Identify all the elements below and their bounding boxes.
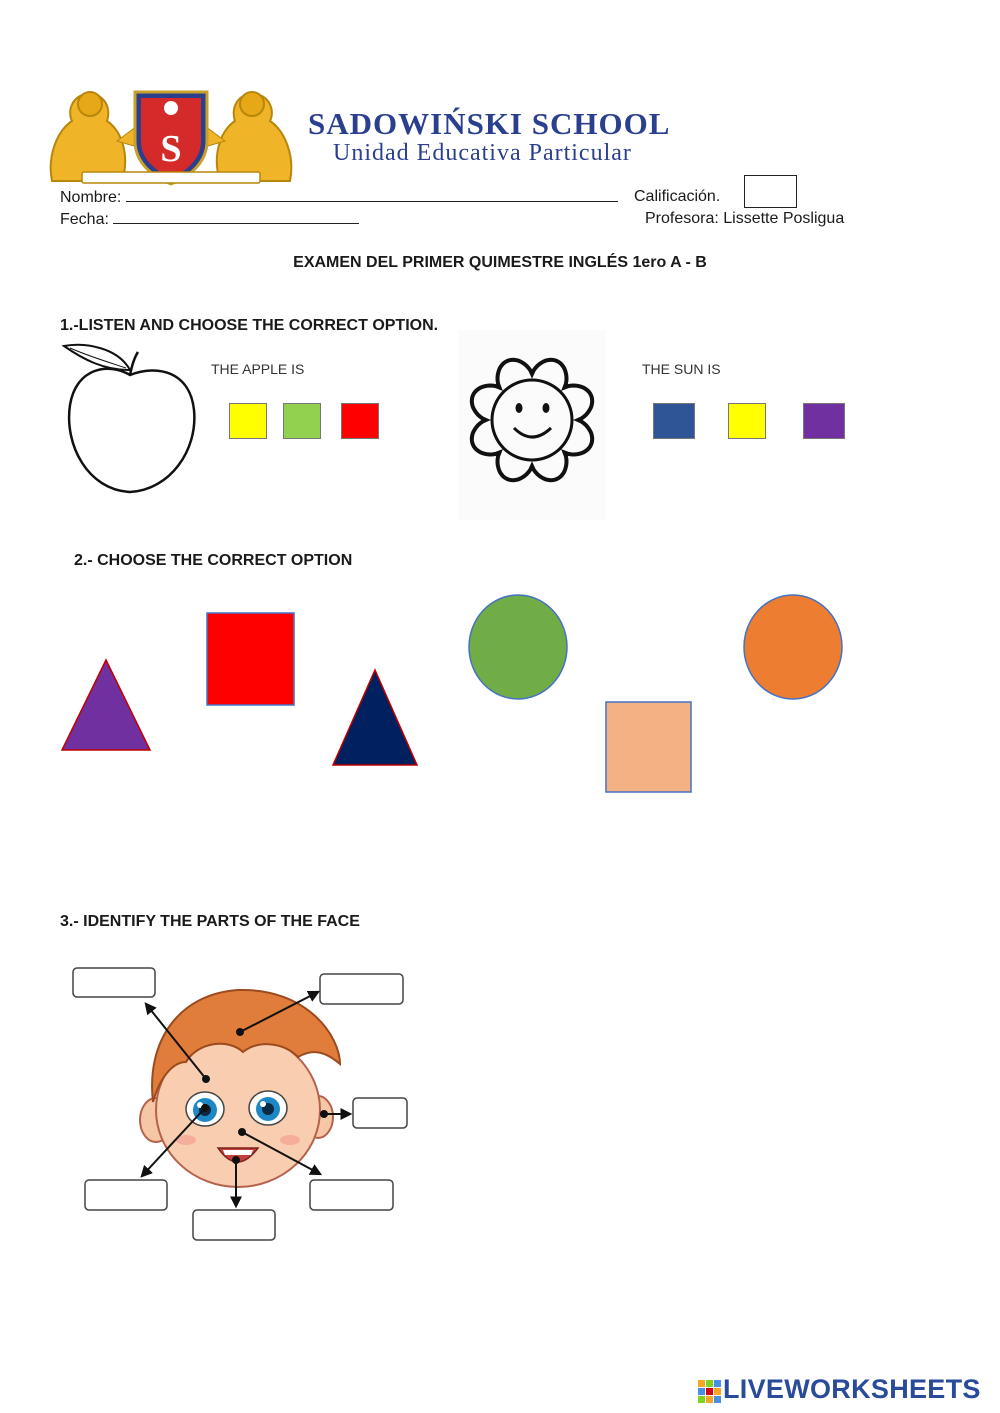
answer-box-head[interactable] <box>320 974 403 1004</box>
apple-option-red[interactable] <box>341 403 379 439</box>
shapes-group <box>55 590 855 800</box>
answer-box-nose[interactable] <box>310 1180 393 1210</box>
shield-icon <box>135 92 207 184</box>
school-crest-logo <box>42 86 300 188</box>
school-subtitle: Unidad Educativa Particular <box>333 140 632 166</box>
shape-circle-green[interactable] <box>469 595 567 699</box>
smiling-sun-outline-icon <box>458 330 606 520</box>
shape-square-peach[interactable] <box>606 702 691 792</box>
boy-face-with-labels-icon <box>68 962 413 1247</box>
sun-option-blue[interactable] <box>653 403 695 439</box>
sun-option-yellow[interactable] <box>728 403 766 439</box>
grade-label: Calificación. <box>634 188 721 205</box>
apple-caption: THE APPLE IS <box>211 361 305 377</box>
section-2-title: 2.- CHOOSE THE CORRECT OPTION <box>74 552 353 569</box>
date-input-line[interactable] <box>113 210 359 224</box>
sun-caption: THE SUN IS <box>642 361 721 377</box>
apple-outline-icon <box>58 340 203 498</box>
answer-box-mouth[interactable] <box>193 1210 275 1240</box>
name-label: Nombre: <box>60 189 122 206</box>
exam-title: EXAMEN DEL PRIMER QUIMESTRE INGLÉS 1ero A - B <box>293 254 707 271</box>
section-1-title: 1.-LISTEN AND CHOOSE THE CORRECT OPTION. <box>60 317 439 334</box>
answer-box-hair[interactable] <box>73 968 155 997</box>
date-label: Fecha: <box>60 211 109 228</box>
shape-circle-orange[interactable] <box>744 595 842 699</box>
answer-box-ear[interactable] <box>353 1098 407 1128</box>
teacher-name: Profesora: Lissette Posligua <box>645 210 845 227</box>
answer-box-eye[interactable] <box>85 1180 167 1210</box>
grade-box[interactable] <box>744 175 797 208</box>
section-3-title: 3.- IDENTIFY THE PARTS OF THE FACE <box>60 913 360 930</box>
shape-triangle-purple[interactable] <box>62 660 150 750</box>
crest-ribbon <box>82 172 260 183</box>
watermark-text: LIVEWORKSHEETS <box>723 1374 981 1404</box>
shape-triangle-navy[interactable] <box>333 670 417 765</box>
lion-left-icon <box>51 92 137 181</box>
shape-square-red[interactable] <box>207 613 294 705</box>
school-name: SADOWIŃSKI SCHOOL <box>308 106 671 141</box>
lion-right-icon <box>205 92 291 181</box>
date-field-row <box>60 210 359 230</box>
sun-option-purple[interactable] <box>803 403 845 439</box>
apple-option-yellow[interactable] <box>229 403 267 439</box>
name-input-line[interactable] <box>126 188 618 202</box>
name-field-row <box>60 188 618 208</box>
apple-option-green[interactable] <box>283 403 321 439</box>
svg-text:S: S <box>160 128 182 170</box>
